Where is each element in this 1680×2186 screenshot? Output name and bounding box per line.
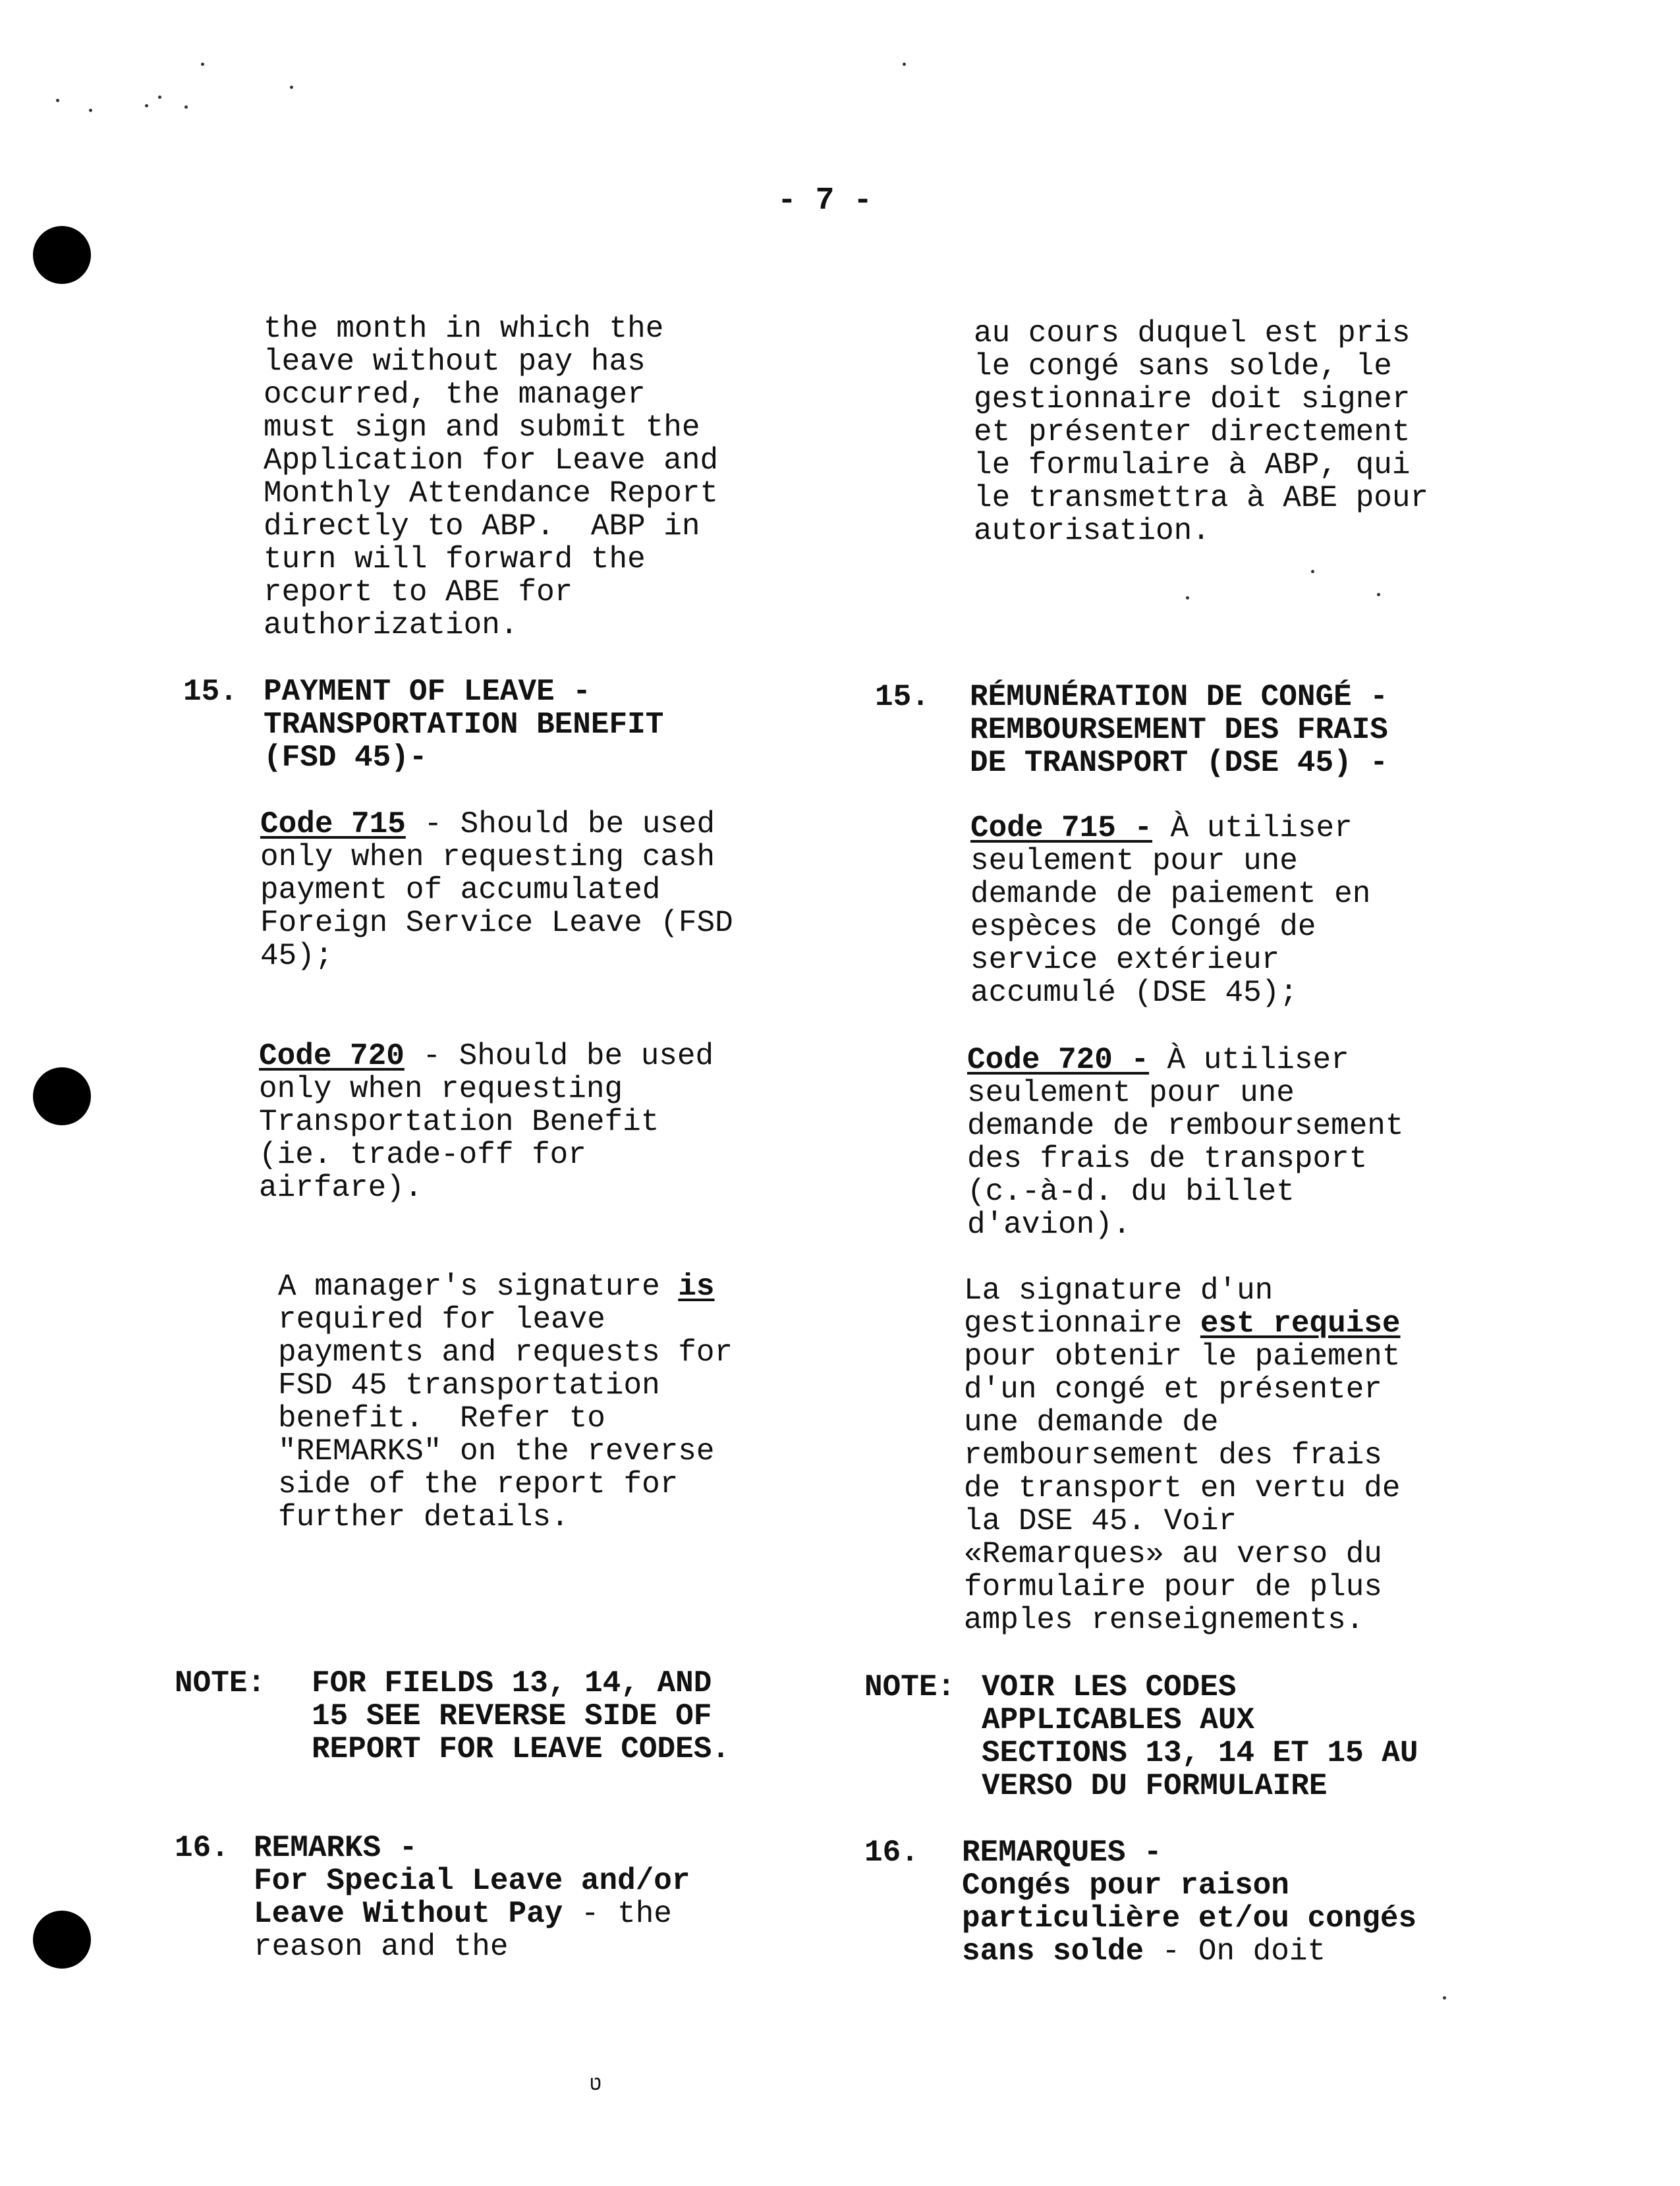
- en-signature-paragraph: [278, 1270, 733, 1534]
- fr-code-720-entry: [967, 1044, 1404, 1241]
- fr-section-16-bold-text: Congés pour raison particulière et/ou congés sans solde: [962, 1868, 1417, 1969]
- en-signature-emphasis: is: [678, 1270, 715, 1304]
- en-code-715-text-first: - Should be used: [405, 807, 715, 841]
- en-section-15-heading: PAYMENT OF LEAVE - TRANSPORTATION BENEFIT (FSD 45)-: [264, 675, 664, 775]
- fr-code-720-text: seulement pour une demande de remboursement des frais de transport (c.-à-d. du billet d'avion).: [967, 1076, 1404, 1242]
- fr-code-715-entry: [970, 812, 1370, 1009]
- fr-code-720-label: Code 720 -: [967, 1043, 1150, 1077]
- scan-speck: [1377, 593, 1380, 596]
- page-number: - 7 -: [777, 183, 873, 219]
- en-signature-text: required for leave payments and requests for FSD 45 transportation benefit. Refer to "REMARKS" on the reverse side of the report for further details.: [278, 1303, 733, 1534]
- en-note-text: FOR FIELDS 13, 14, AND 15 SEE REVERSE SIDE OF REPORT FOR LEAVE CODES.: [312, 1666, 730, 1766]
- fr-signature-emphasis: est requise: [1200, 1306, 1401, 1341]
- scan-speck: [1186, 596, 1189, 600]
- en-signature-text-before: A manager's signature: [278, 1270, 679, 1304]
- scan-speck: [145, 104, 148, 107]
- fr-code-715-label: Code 715 -: [970, 811, 1153, 845]
- fr-signature-text: pour obtenir le paiement d'un congé et présenter une demande de remboursement des frais de transport en vertu de la DSE 45. Voir «Remarques» au verso du formulaire pour de plus amples renseignements.: [964, 1339, 1401, 1637]
- fr-code-720-text-first: À utiliser: [1149, 1043, 1349, 1077]
- en-code-720-text: only when requesting Transportation Benefit (ie. trade-off for airfare).: [259, 1072, 659, 1205]
- en-section-16-bold-text: For Special Leave and/or Leave Without Pay: [254, 1864, 690, 1931]
- fr-note-text: VOIR LES CODES APPLICABLES AUX SECTIONS 13, 14 ET 15 AU VERSO DU FORMULAIRE: [982, 1670, 1418, 1803]
- punch-hole-top: [33, 226, 91, 284]
- punch-hole-middle: [33, 1067, 91, 1125]
- en-section-15-number: 15.: [183, 675, 238, 709]
- fr-signature-text-first: La signature d'un: [964, 1274, 1274, 1308]
- fr-intro-paragraph: au cours duquel est pris le congé sans solde, le gestionnaire doit signer et présenter directement le formulaire à ABP, qui le transmettra à ABE pour autorisation.: [974, 316, 1429, 548]
- en-code-720-text-first: - Should be used: [404, 1039, 714, 1073]
- en-code-715-label: Code 715: [260, 807, 406, 841]
- en-section-16-text-first: - the: [563, 1897, 672, 1931]
- en-section-16-number: 16.: [175, 1831, 229, 1865]
- en-note-label: NOTE:: [175, 1666, 266, 1700]
- en-code-715-text: only when requesting cash payment of accumulated Foreign Service Leave (FSD 45);: [260, 840, 733, 973]
- fr-section-16-number: 16.: [864, 1836, 919, 1870]
- fr-code-715-text-first: À utiliser: [1152, 811, 1353, 845]
- fr-note-label: NOTE:: [864, 1670, 956, 1704]
- scan-speck: [56, 99, 59, 102]
- scan-speck: [158, 96, 161, 99]
- scan-speck: [903, 63, 906, 66]
- en-section-16-body: [254, 1864, 690, 1963]
- scan-speck: [89, 109, 92, 112]
- scan-speck: [1443, 1996, 1446, 2000]
- fr-section-15-number: 15.: [875, 680, 930, 714]
- fr-signature-paragraph: [964, 1274, 1401, 1637]
- fr-section-16-text-first: - On doit: [1144, 1934, 1326, 1969]
- en-code-715-entry: [260, 808, 733, 972]
- punch-hole-bottom: [33, 1911, 91, 1969]
- fr-signature-text-before: gestionnaire: [964, 1306, 1200, 1341]
- scan-speck: [290, 86, 293, 89]
- fr-section-16-body: [962, 1869, 1416, 1968]
- fr-code-715-text: seulement pour une demande de paiement en espèces de Congé de service extérieur accumulé (DSE 45);: [970, 844, 1371, 1010]
- en-code-720-entry: [259, 1040, 714, 1204]
- en-intro-paragraph: the month in which the leave without pay has occurred, the manager must sign and submit the Application for Leave and Monthly Attendance Report directly to ABP. ABP in turn will forward the report to ABE for authorization.: [264, 312, 719, 642]
- en-section-16-text: reason and the: [254, 1930, 509, 1964]
- scan-speck: [201, 63, 204, 66]
- en-code-720-label: Code 720: [259, 1039, 405, 1073]
- en-section-16-heading: REMARKS -: [254, 1831, 418, 1865]
- bottom-mark: ט: [590, 2074, 602, 2096]
- scan-speck: [1311, 570, 1314, 573]
- fr-section-15-heading: RÉMUNÉRATION DE CONGÉ - REMBOURSEMENT DES FRAIS DE TRANSPORT (DSE 45) -: [970, 680, 1388, 780]
- fr-section-16-heading: REMARQUES -: [962, 1836, 1162, 1870]
- scan-speck: [184, 105, 188, 109]
